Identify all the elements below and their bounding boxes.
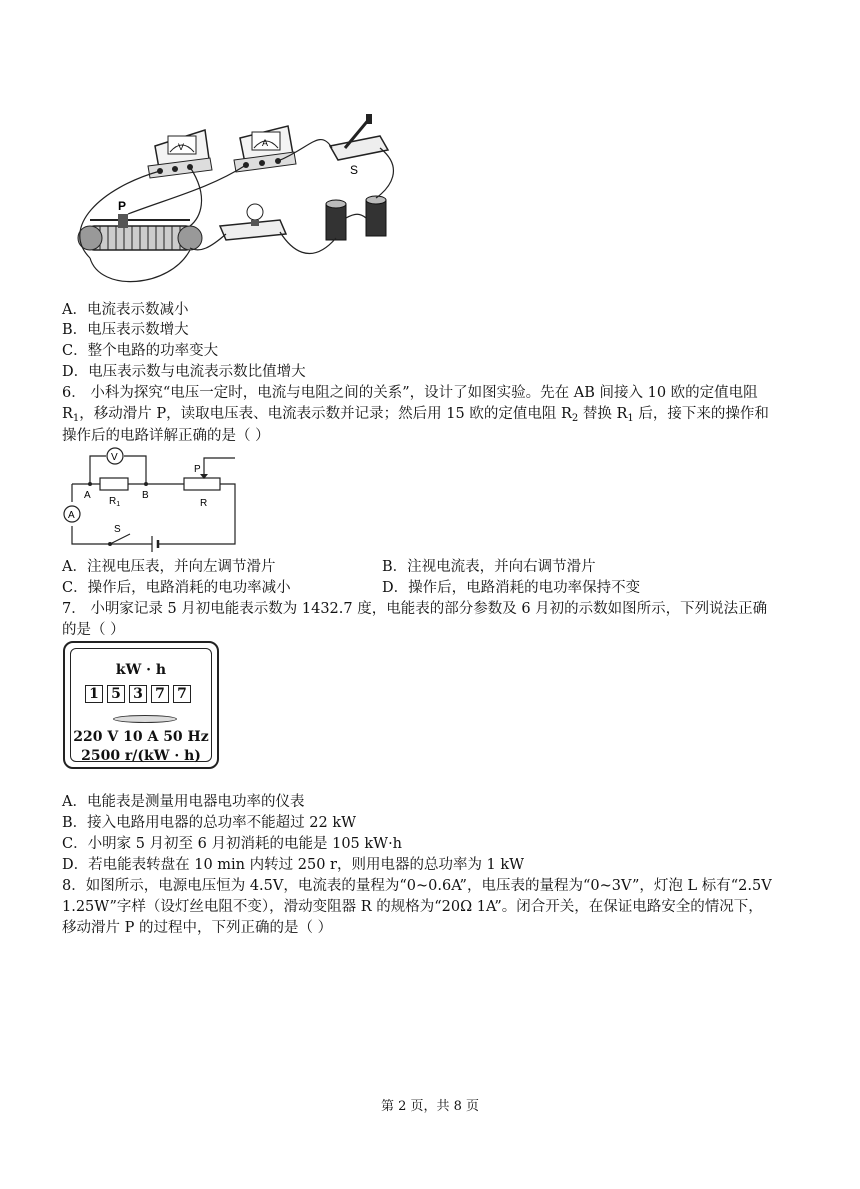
node-a-label: A xyxy=(84,490,91,501)
q6-line2-text-c: 替换 R xyxy=(578,406,628,422)
s-label: S xyxy=(114,524,121,535)
q6-r1-subscript: 1 xyxy=(72,413,80,424)
meter-unit: kW · h xyxy=(115,662,167,678)
q6-circuit-diagram xyxy=(60,446,242,556)
q5-option-a: A．电流表示数减小 xyxy=(62,302,189,318)
switch-device xyxy=(330,114,388,177)
q5-option-c: C．整个电路的功率变大 xyxy=(62,343,219,359)
meter-digit: 7 xyxy=(173,685,191,703)
q6-option-c: C．操作后，电路消耗的电功率减小 xyxy=(62,580,291,596)
q6-question-line-3: 操作后的电路详解正确的是（ ） xyxy=(62,428,270,444)
voltmeter-device xyxy=(148,130,212,178)
page-footer: 第 2 页，共 8 页 xyxy=(380,1099,480,1114)
q6-line2-text-d: 后，接下来的操作和 xyxy=(633,406,769,422)
ammeter-device xyxy=(234,126,296,172)
q7-question-line-1: 7． 小明家记录 5 月初电能表示数为 1432.7 度，电能表的部分参数及 6 月初的示数如图所示，下列说法正确 xyxy=(62,601,768,617)
q7-option-d: D．若电能表转盘在 10 min 内转过 250 r，则用电器的总功率为 1 kW xyxy=(62,857,525,873)
r1-label: $R_1$ xyxy=(109,496,121,508)
meter-digits xyxy=(85,685,191,703)
meter-spec-constant: 2500 r/(kW · h) xyxy=(81,748,201,764)
p-label: P xyxy=(194,464,201,475)
ammeter-label: A xyxy=(262,138,269,148)
electric-meter-figure xyxy=(63,641,219,769)
voltmeter-label: V xyxy=(178,142,185,152)
q6-option-b: B．注视电流表，并向右调节滑片 xyxy=(382,559,596,575)
q7-option-c: C．小明家 5 月初至 6 月初消耗的电能是 105 kW·h xyxy=(62,836,403,852)
meter-digit: 7 xyxy=(151,685,169,703)
meter-digit: 1 xyxy=(85,685,103,703)
q5-circuit-apparatus-figure xyxy=(60,108,405,298)
q7-question-line-2: 的是（ ） xyxy=(62,622,125,638)
q5-option-d: D．电压表示数与电流表示数比值增大 xyxy=(62,364,306,380)
voltmeter-symbol-label: V xyxy=(111,452,118,463)
q6-option-d: D．操作后，电路消耗的电功率保持不变 xyxy=(382,580,641,596)
q6-option-a: A．注视电压表，并向左调节滑片 xyxy=(62,559,276,575)
q5-option-b: B．电压表示数增大 xyxy=(62,322,189,338)
q7-option-b: B．接入电路用电器的总功率不能超过 22 kW xyxy=(62,815,357,831)
ammeter-symbol-label: A xyxy=(68,510,75,521)
q8-question-line-3: 移动滑片 P 的过程中，下列正确的是（ ） xyxy=(62,920,333,936)
meter-spec-ratings: 220 V 10 A 50 Hz xyxy=(73,729,209,745)
meter-digit: 3 xyxy=(129,685,147,703)
meter-disc xyxy=(113,715,177,723)
q8-question-line-2: 1.25W”字样（设灯丝电阻不变），滑动变阻器 R 的规格为“20Ω 1A”。闭合开关，在保证电路安全的情况下， xyxy=(62,899,763,915)
rheostat-device xyxy=(78,199,202,250)
q6-r1-symbol: R xyxy=(62,406,73,422)
q6-r1-subscript-2: 1 xyxy=(627,413,634,424)
electric-meter-panel xyxy=(70,648,212,762)
node-b-label: B xyxy=(142,490,149,501)
slider-label: P xyxy=(118,199,127,213)
q6-line2-text-b: ，移动滑片 P，读取电压表、电流表示数并记录；然后用 15 欧的定值电阻 R xyxy=(79,406,572,422)
q8-question-line-1: 8．如图所示，电源电压恒为 4.5V，电流表的量程为“0~0.6A”，电压表的量程为“0~3V”，灯泡 L 标有“2.5V xyxy=(62,878,772,894)
lamp-device xyxy=(220,204,286,240)
batteries xyxy=(326,196,386,240)
q7-option-a: A．电能表是测量用电器电功率的仪表 xyxy=(62,794,305,810)
resistor-r1 xyxy=(100,478,128,490)
q6-r2-subscript: 2 xyxy=(571,413,579,424)
meter-digit: 5 xyxy=(107,685,125,703)
switch-label: S xyxy=(350,163,359,177)
q6-question-line-1: 6． 小科为探究“电压一定时，电流与电阻之间的关系”，设计了如图实验。先在 AB 间接入 10 欧的定值电阻 xyxy=(62,385,758,401)
r-label: R xyxy=(200,498,208,509)
rheostat-r xyxy=(184,478,220,490)
